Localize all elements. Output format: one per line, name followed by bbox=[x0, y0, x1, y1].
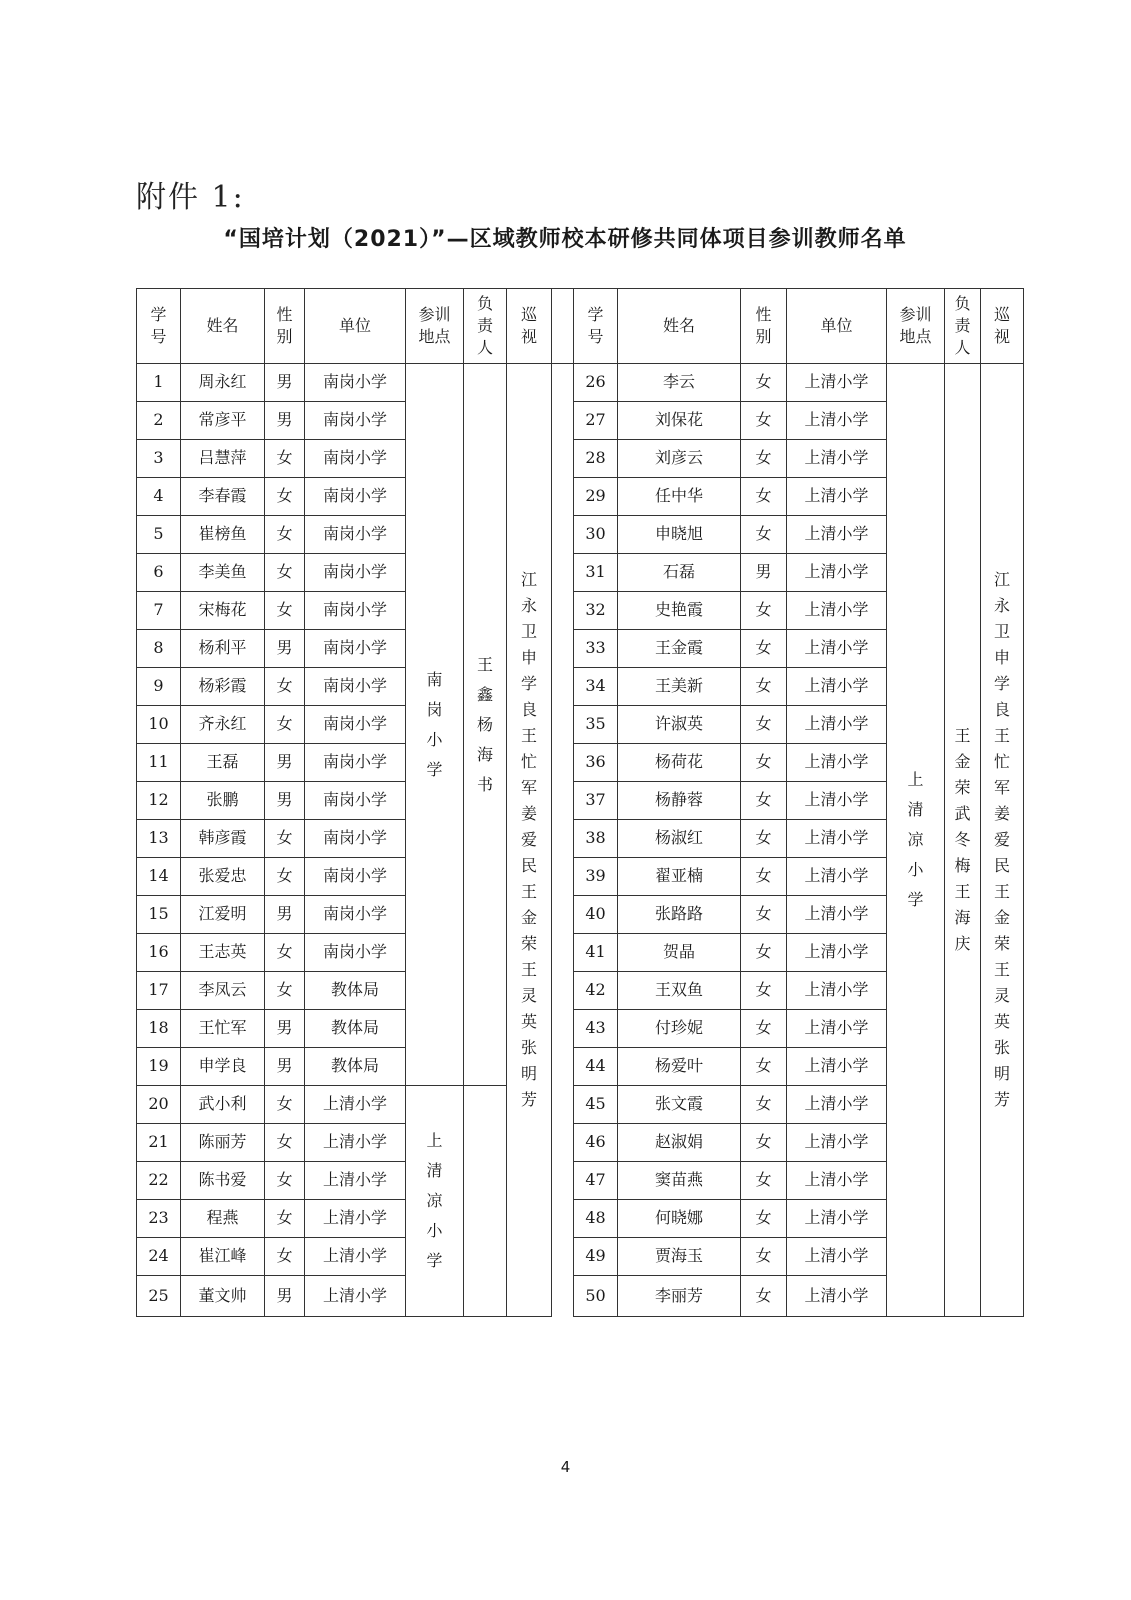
right-cell-unit: 上清小学 bbox=[787, 478, 887, 516]
left-cell-unit: 南岗小学 bbox=[305, 478, 406, 516]
right-cell-unit: 上清小学 bbox=[787, 668, 887, 706]
right-cell-no: 32 bbox=[574, 592, 618, 630]
right-cell-no: 50 bbox=[574, 1276, 618, 1317]
header-no: 学号 bbox=[137, 289, 181, 364]
right-cell-name: 史艳霞 bbox=[618, 592, 741, 630]
left-cell-unit: 南岗小学 bbox=[305, 934, 406, 972]
right-cell-name: 刘彦云 bbox=[618, 440, 741, 478]
right-cell-gender: 女 bbox=[741, 364, 787, 402]
left-cell-gender: 女 bbox=[265, 1200, 305, 1238]
left-cell-gender: 女 bbox=[265, 592, 305, 630]
left-cell-no: 17 bbox=[137, 972, 181, 1010]
left-cell-name: 江爱明 bbox=[181, 896, 265, 934]
header-gender: 性别 bbox=[741, 289, 787, 364]
left-cell-unit: 南岗小学 bbox=[305, 782, 406, 820]
right-cell-name: 李丽芳 bbox=[618, 1276, 741, 1317]
left-cell-name: 杨利平 bbox=[181, 630, 265, 668]
left-cell-name: 王忙军 bbox=[181, 1010, 265, 1048]
left-cell-no: 5 bbox=[137, 516, 181, 554]
right-cell-gender: 女 bbox=[741, 782, 787, 820]
header-unit: 单位 bbox=[787, 289, 887, 364]
left-cell-unit: 上清小学 bbox=[305, 1276, 406, 1317]
right-cell-name: 任中华 bbox=[618, 478, 741, 516]
right-cell-name: 赵淑娟 bbox=[618, 1124, 741, 1162]
right-cell-gender: 女 bbox=[741, 516, 787, 554]
header-name: 姓名 bbox=[618, 289, 741, 364]
left-cell-unit: 上清小学 bbox=[305, 1162, 406, 1200]
location-nangang-text: 南岗小学 bbox=[426, 669, 443, 779]
left-cell-no: 8 bbox=[137, 630, 181, 668]
column-separator bbox=[552, 402, 574, 440]
page-number: 4 bbox=[560, 1458, 571, 1476]
right-cell-gender: 女 bbox=[741, 402, 787, 440]
right-cell-gender: 女 bbox=[741, 630, 787, 668]
left-cell-name: 崔榜鱼 bbox=[181, 516, 265, 554]
right-cell-unit: 上清小学 bbox=[787, 1086, 887, 1124]
left-cell-gender: 男 bbox=[265, 1010, 305, 1048]
left-cell-name: 王磊 bbox=[181, 744, 265, 782]
left-cell-no: 7 bbox=[137, 592, 181, 630]
roster-table bbox=[136, 288, 1024, 1317]
column-separator bbox=[552, 364, 574, 402]
left-cell-name: 董文帅 bbox=[181, 1276, 265, 1317]
column-separator bbox=[552, 820, 574, 858]
right-cell-no: 39 bbox=[574, 858, 618, 896]
column-separator bbox=[552, 1162, 574, 1200]
right-cell-gender: 女 bbox=[741, 896, 787, 934]
header-row bbox=[137, 289, 1024, 364]
right-cell-no: 36 bbox=[574, 744, 618, 782]
column-separator bbox=[552, 1010, 574, 1048]
inspector-right bbox=[981, 364, 1024, 1317]
header-no: 学号 bbox=[574, 289, 618, 364]
left-cell-unit: 南岗小学 bbox=[305, 516, 406, 554]
right-cell-name: 刘保花 bbox=[618, 402, 741, 440]
right-cell-gender: 女 bbox=[741, 1010, 787, 1048]
left-cell-gender: 男 bbox=[265, 896, 305, 934]
right-cell-gender: 女 bbox=[741, 1124, 787, 1162]
right-cell-gender: 女 bbox=[741, 858, 787, 896]
left-cell-gender: 女 bbox=[265, 478, 305, 516]
right-cell-name: 石磊 bbox=[618, 554, 741, 592]
column-separator bbox=[552, 1238, 574, 1276]
leader-right bbox=[945, 364, 981, 1317]
left-cell-no: 14 bbox=[137, 858, 181, 896]
right-cell-unit: 上清小学 bbox=[787, 554, 887, 592]
right-cell-name: 杨爱叶 bbox=[618, 1048, 741, 1086]
left-cell-gender: 女 bbox=[265, 554, 305, 592]
left-cell-no: 10 bbox=[137, 706, 181, 744]
left-cell-no: 25 bbox=[137, 1276, 181, 1317]
left-cell-no: 4 bbox=[137, 478, 181, 516]
header-unit: 单位 bbox=[305, 289, 406, 364]
location-nangang bbox=[406, 364, 464, 1086]
right-cell-gender: 女 bbox=[741, 668, 787, 706]
header-inspector: 巡视 bbox=[507, 289, 552, 364]
header-gender: 性别 bbox=[265, 289, 305, 364]
left-cell-no: 24 bbox=[137, 1238, 181, 1276]
right-cell-name: 张路路 bbox=[618, 896, 741, 934]
right-cell-name: 张文霞 bbox=[618, 1086, 741, 1124]
column-separator bbox=[552, 478, 574, 516]
left-cell-unit: 南岗小学 bbox=[305, 630, 406, 668]
left-cell-gender: 女 bbox=[265, 668, 305, 706]
left-cell-gender: 女 bbox=[265, 440, 305, 478]
column-separator bbox=[552, 516, 574, 554]
left-cell-no: 22 bbox=[137, 1162, 181, 1200]
right-cell-gender: 女 bbox=[741, 1238, 787, 1276]
left-cell-gender: 女 bbox=[265, 1162, 305, 1200]
right-cell-name: 李云 bbox=[618, 364, 741, 402]
left-cell-name: 申学良 bbox=[181, 1048, 265, 1086]
left-cell-no: 11 bbox=[137, 744, 181, 782]
left-cell-name: 韩彦霞 bbox=[181, 820, 265, 858]
right-cell-gender: 女 bbox=[741, 706, 787, 744]
left-cell-unit: 教体局 bbox=[305, 1048, 406, 1086]
left-cell-no: 6 bbox=[137, 554, 181, 592]
column-separator bbox=[552, 1276, 574, 1317]
left-cell-name: 周永红 bbox=[181, 364, 265, 402]
right-cell-gender: 女 bbox=[741, 440, 787, 478]
right-cell-no: 28 bbox=[574, 440, 618, 478]
right-cell-gender: 女 bbox=[741, 592, 787, 630]
right-cell-unit: 上清小学 bbox=[787, 744, 887, 782]
left-cell-unit: 上清小学 bbox=[305, 1124, 406, 1162]
right-cell-name: 翟亚楠 bbox=[618, 858, 741, 896]
right-cell-unit: 上清小学 bbox=[787, 934, 887, 972]
right-cell-gender: 女 bbox=[741, 820, 787, 858]
right-cell-unit: 上清小学 bbox=[787, 364, 887, 402]
left-cell-gender: 男 bbox=[265, 744, 305, 782]
column-separator bbox=[552, 554, 574, 592]
right-cell-gender: 女 bbox=[741, 934, 787, 972]
location-shangqingliang-text: 上清凉小学 bbox=[426, 1131, 443, 1270]
column-separator bbox=[552, 706, 574, 744]
header-location: 参训地点 bbox=[887, 289, 945, 364]
leader-left-empty bbox=[464, 1086, 507, 1317]
left-cell-name: 宋梅花 bbox=[181, 592, 265, 630]
right-cell-name: 贺晶 bbox=[618, 934, 741, 972]
column-separator bbox=[552, 592, 574, 630]
right-cell-no: 26 bbox=[574, 364, 618, 402]
column-separator bbox=[552, 896, 574, 934]
right-cell-no: 27 bbox=[574, 402, 618, 440]
column-separator bbox=[552, 1124, 574, 1162]
right-cell-gender: 女 bbox=[741, 744, 787, 782]
right-cell-gender: 女 bbox=[741, 1200, 787, 1238]
left-cell-name: 崔江峰 bbox=[181, 1238, 265, 1276]
left-cell-unit: 教体局 bbox=[305, 972, 406, 1010]
column-separator bbox=[552, 972, 574, 1010]
left-cell-gender: 女 bbox=[265, 1124, 305, 1162]
left-cell-unit: 南岗小学 bbox=[305, 402, 406, 440]
column-separator bbox=[552, 440, 574, 478]
left-cell-unit: 南岗小学 bbox=[305, 592, 406, 630]
column-separator bbox=[552, 1048, 574, 1086]
right-cell-no: 38 bbox=[574, 820, 618, 858]
table-row bbox=[137, 364, 1024, 402]
column-separator bbox=[552, 630, 574, 668]
right-cell-no: 29 bbox=[574, 478, 618, 516]
column-separator bbox=[552, 1086, 574, 1124]
right-cell-no: 41 bbox=[574, 934, 618, 972]
right-cell-unit: 上清小学 bbox=[787, 820, 887, 858]
left-cell-unit: 南岗小学 bbox=[305, 858, 406, 896]
left-cell-no: 1 bbox=[137, 364, 181, 402]
left-cell-unit: 南岗小学 bbox=[305, 820, 406, 858]
right-cell-no: 31 bbox=[574, 554, 618, 592]
left-cell-gender: 男 bbox=[265, 630, 305, 668]
right-cell-unit: 上清小学 bbox=[787, 706, 887, 744]
right-cell-gender: 男 bbox=[741, 554, 787, 592]
left-cell-unit: 南岗小学 bbox=[305, 668, 406, 706]
left-cell-no: 21 bbox=[137, 1124, 181, 1162]
right-cell-no: 46 bbox=[574, 1124, 618, 1162]
left-cell-unit: 南岗小学 bbox=[305, 706, 406, 744]
left-cell-unit: 南岗小学 bbox=[305, 744, 406, 782]
left-cell-gender: 女 bbox=[265, 972, 305, 1010]
right-cell-name: 杨静蓉 bbox=[618, 782, 741, 820]
attachment-label: 附件 1: bbox=[136, 180, 245, 215]
left-cell-gender: 男 bbox=[265, 364, 305, 402]
right-cell-no: 47 bbox=[574, 1162, 618, 1200]
column-separator bbox=[552, 858, 574, 896]
right-cell-name: 杨荷花 bbox=[618, 744, 741, 782]
right-cell-no: 34 bbox=[574, 668, 618, 706]
right-cell-unit: 上清小学 bbox=[787, 782, 887, 820]
right-cell-name: 申晓旭 bbox=[618, 516, 741, 554]
right-cell-no: 44 bbox=[574, 1048, 618, 1086]
right-cell-name: 贾海玉 bbox=[618, 1238, 741, 1276]
left-cell-name: 李凤云 bbox=[181, 972, 265, 1010]
right-cell-no: 42 bbox=[574, 972, 618, 1010]
right-cell-unit: 上清小学 bbox=[787, 516, 887, 554]
left-cell-gender: 男 bbox=[265, 782, 305, 820]
left-cell-no: 9 bbox=[137, 668, 181, 706]
left-cell-gender: 女 bbox=[265, 706, 305, 744]
right-cell-unit: 上清小学 bbox=[787, 896, 887, 934]
left-cell-name: 常彦平 bbox=[181, 402, 265, 440]
right-cell-no: 43 bbox=[574, 1010, 618, 1048]
right-cell-unit: 上清小学 bbox=[787, 440, 887, 478]
location-right bbox=[887, 364, 945, 1317]
right-cell-unit: 上清小学 bbox=[787, 1010, 887, 1048]
right-cell-gender: 女 bbox=[741, 1162, 787, 1200]
left-cell-name: 陈丽芳 bbox=[181, 1124, 265, 1162]
right-cell-name: 王金霞 bbox=[618, 630, 741, 668]
left-cell-name: 李春霞 bbox=[181, 478, 265, 516]
left-cell-unit: 南岗小学 bbox=[305, 554, 406, 592]
header-inspector: 巡视 bbox=[981, 289, 1024, 364]
left-cell-gender: 男 bbox=[265, 1048, 305, 1086]
left-cell-no: 3 bbox=[137, 440, 181, 478]
left-cell-name: 张鹏 bbox=[181, 782, 265, 820]
left-cell-name: 陈书爱 bbox=[181, 1162, 265, 1200]
right-cell-no: 30 bbox=[574, 516, 618, 554]
right-cell-name: 窦苗燕 bbox=[618, 1162, 741, 1200]
left-cell-name: 齐永红 bbox=[181, 706, 265, 744]
left-cell-unit: 上清小学 bbox=[305, 1238, 406, 1276]
column-separator bbox=[552, 289, 574, 364]
right-cell-gender: 女 bbox=[741, 1048, 787, 1086]
left-cell-gender: 女 bbox=[265, 1086, 305, 1124]
right-cell-no: 33 bbox=[574, 630, 618, 668]
left-cell-unit: 南岗小学 bbox=[305, 896, 406, 934]
left-cell-unit: 南岗小学 bbox=[305, 440, 406, 478]
left-cell-name: 武小利 bbox=[181, 1086, 265, 1124]
left-cell-unit: 上清小学 bbox=[305, 1200, 406, 1238]
right-cell-gender: 女 bbox=[741, 972, 787, 1010]
inspector-left bbox=[507, 364, 552, 1317]
left-cell-gender: 女 bbox=[265, 820, 305, 858]
left-cell-gender: 女 bbox=[265, 934, 305, 972]
column-separator bbox=[552, 744, 574, 782]
left-cell-gender: 女 bbox=[265, 516, 305, 554]
right-cell-name: 付珍妮 bbox=[618, 1010, 741, 1048]
right-cell-gender: 女 bbox=[741, 1086, 787, 1124]
right-cell-unit: 上清小学 bbox=[787, 630, 887, 668]
location-right-text: 上清凉小学 bbox=[907, 770, 924, 909]
header-leader: 负责人 bbox=[945, 289, 981, 364]
left-cell-no: 18 bbox=[137, 1010, 181, 1048]
column-separator bbox=[552, 1200, 574, 1238]
right-cell-unit: 上清小学 bbox=[787, 1048, 887, 1086]
right-cell-unit: 上清小学 bbox=[787, 402, 887, 440]
right-cell-name: 何晓娜 bbox=[618, 1200, 741, 1238]
location-shangqingliang bbox=[406, 1086, 464, 1317]
right-cell-gender: 女 bbox=[741, 478, 787, 516]
right-cell-name: 许淑英 bbox=[618, 706, 741, 744]
column-separator bbox=[552, 934, 574, 972]
right-cell-name: 杨淑红 bbox=[618, 820, 741, 858]
left-cell-gender: 女 bbox=[265, 858, 305, 896]
left-cell-unit: 上清小学 bbox=[305, 1086, 406, 1124]
left-cell-no: 13 bbox=[137, 820, 181, 858]
leader-left-text: 王鑫杨海书 bbox=[476, 654, 493, 794]
left-cell-no: 20 bbox=[137, 1086, 181, 1124]
header-name: 姓名 bbox=[181, 289, 265, 364]
right-cell-no: 49 bbox=[574, 1238, 618, 1276]
right-cell-unit: 上清小学 bbox=[787, 1124, 887, 1162]
left-cell-gender: 女 bbox=[265, 1238, 305, 1276]
right-cell-name: 王美新 bbox=[618, 668, 741, 706]
left-cell-gender: 男 bbox=[265, 1276, 305, 1317]
leader-left bbox=[464, 364, 507, 1086]
right-cell-gender: 女 bbox=[741, 1276, 787, 1317]
inspector-right-text: 江永卫申学良王忙军姜爱民王金荣王灵英张明芳 bbox=[993, 570, 1010, 1109]
left-cell-name: 杨彩霞 bbox=[181, 668, 265, 706]
right-cell-unit: 上清小学 bbox=[787, 592, 887, 630]
column-separator bbox=[552, 782, 574, 820]
right-cell-no: 37 bbox=[574, 782, 618, 820]
document-title: “国培计划（2021）”—区域教师校本研修共同体项目参训教师名单 bbox=[223, 227, 907, 252]
column-separator bbox=[552, 668, 574, 706]
right-cell-no: 40 bbox=[574, 896, 618, 934]
right-cell-unit: 上清小学 bbox=[787, 1276, 887, 1317]
left-cell-name: 王志英 bbox=[181, 934, 265, 972]
header-location: 参训地点 bbox=[406, 289, 464, 364]
right-cell-unit: 上清小学 bbox=[787, 858, 887, 896]
leader-right-text: 王金荣武冬梅王海庆 bbox=[954, 726, 971, 953]
right-cell-unit: 上清小学 bbox=[787, 972, 887, 1010]
left-cell-no: 23 bbox=[137, 1200, 181, 1238]
right-cell-no: 48 bbox=[574, 1200, 618, 1238]
left-cell-no: 12 bbox=[137, 782, 181, 820]
left-cell-no: 19 bbox=[137, 1048, 181, 1086]
left-cell-gender: 男 bbox=[265, 402, 305, 440]
right-cell-unit: 上清小学 bbox=[787, 1200, 887, 1238]
left-cell-name: 李美鱼 bbox=[181, 554, 265, 592]
right-cell-unit: 上清小学 bbox=[787, 1162, 887, 1200]
left-cell-unit: 教体局 bbox=[305, 1010, 406, 1048]
left-cell-name: 程燕 bbox=[181, 1200, 265, 1238]
header-leader: 负责人 bbox=[464, 289, 507, 364]
left-cell-name: 张爱忠 bbox=[181, 858, 265, 896]
left-cell-no: 15 bbox=[137, 896, 181, 934]
inspector-left-text: 江永卫申学良王忙军姜爱民王金荣王灵英张明芳 bbox=[520, 570, 537, 1109]
left-cell-unit: 南岗小学 bbox=[305, 364, 406, 402]
right-cell-no: 45 bbox=[574, 1086, 618, 1124]
left-cell-no: 2 bbox=[137, 402, 181, 440]
right-cell-unit: 上清小学 bbox=[787, 1238, 887, 1276]
left-cell-name: 吕慧萍 bbox=[181, 440, 265, 478]
right-cell-no: 35 bbox=[574, 706, 618, 744]
right-cell-name: 王双鱼 bbox=[618, 972, 741, 1010]
left-cell-no: 16 bbox=[137, 934, 181, 972]
